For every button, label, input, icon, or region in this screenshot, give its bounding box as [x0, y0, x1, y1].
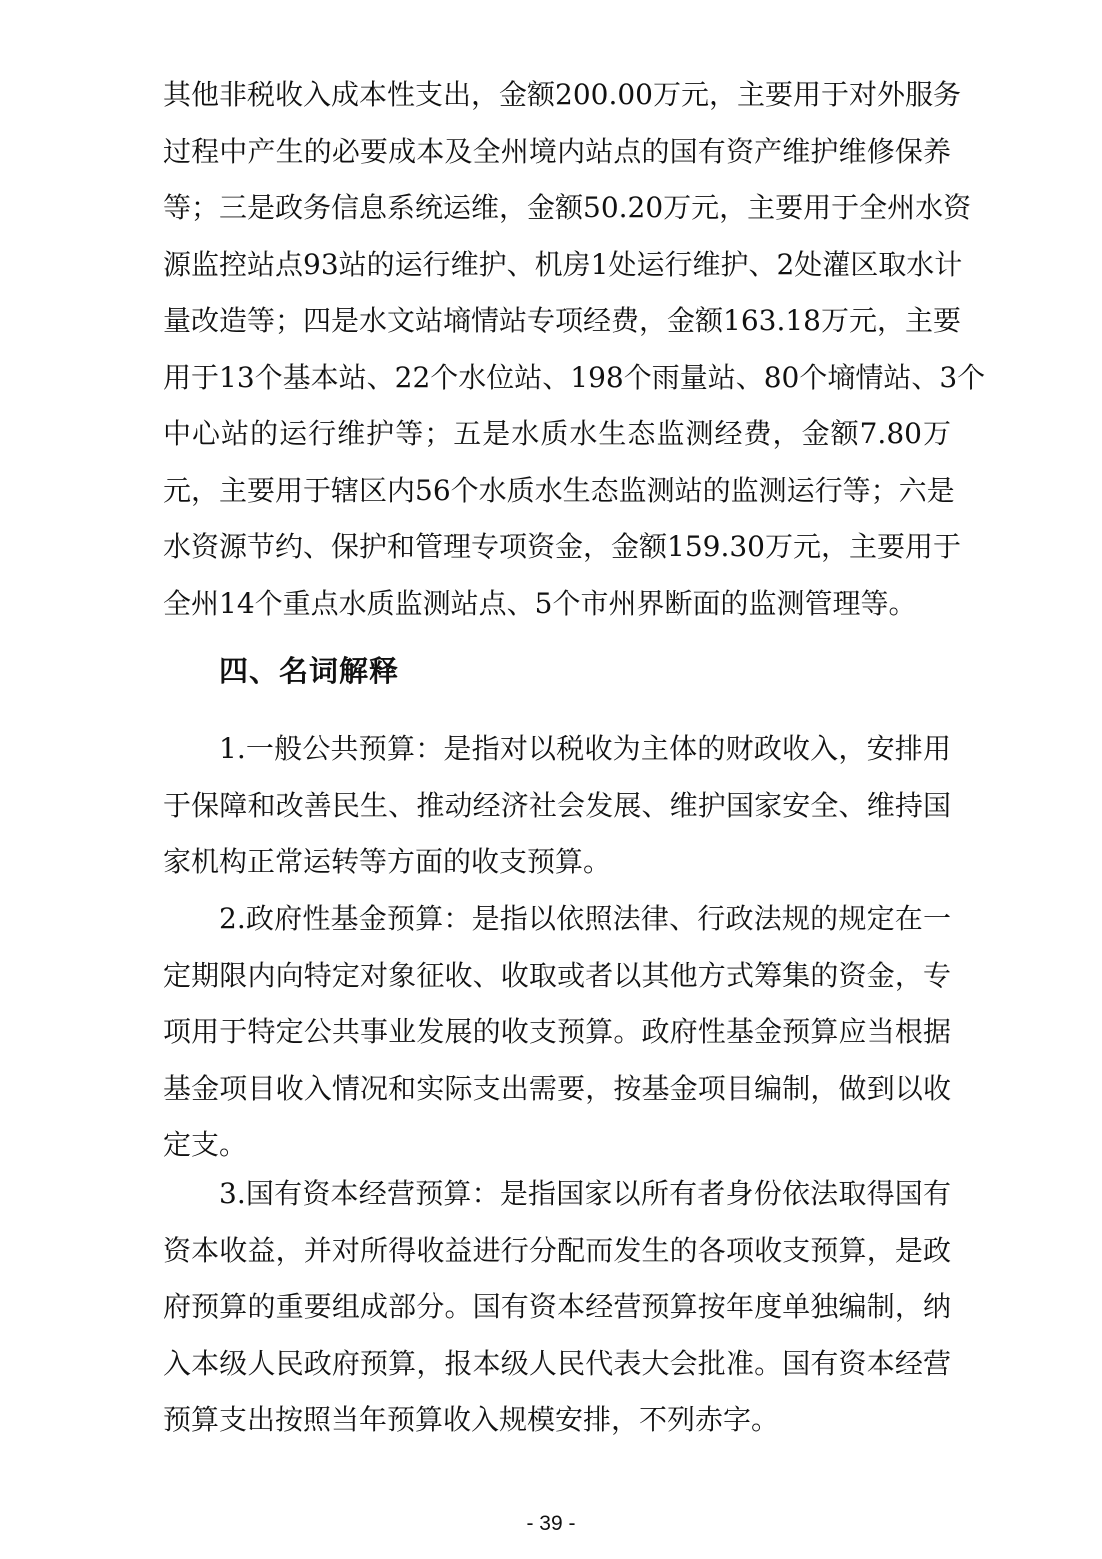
section-heading: 四、名词解释 — [219, 654, 400, 688]
definition-line: 于保障和改善民生、推动经济社会发展、维护国家安全、维持国 — [163, 788, 951, 822]
definition-line: 预算支出按照当年预算收入规模安排，不列赤字。 — [163, 1403, 780, 1436]
paragraph-line: 量改造等；四是水文站墒情站专项经费，金额163.18万元，主要 — [163, 304, 961, 337]
definition-line: 定支。 — [163, 1128, 248, 1161]
definition-line: 3.国有资本经营预算：是指国家以所有者身份依法取得国有 — [219, 1177, 951, 1210]
paragraph-line: 中心站的运行维护等；五是水质水生态监测经费，金额7.80万 — [163, 417, 951, 450]
definition-government-fund-budget — [163, 891, 951, 1174]
definition-line: 入本级人民政府预算，报本级人民代表大会批准。国有资本经营 — [163, 1346, 951, 1380]
paragraph-line: 等；三是政务信息系统运维，金额50.20万元，主要用于全州水资 — [163, 191, 972, 224]
paragraph-line: 水资源节约、保护和管理专项资金，金额159.30万元，主要用于 — [163, 530, 961, 563]
paragraph-line: 用于13个基本站、22个水位站、198个雨量站、80个墒情站、3个 — [163, 360, 986, 394]
definition-line: 府预算的重要组成部分。国有资本经营预算按年度单独编制，纳 — [163, 1290, 951, 1323]
definition-line: 2.政府性基金预算：是指以依照法律、行政法规的规定在一 — [219, 902, 951, 935]
paragraph-line: 其他非税收入成本性支出，金额200.00万元，主要用于对外服务 — [163, 78, 961, 111]
paragraph-line: 元，主要用于辖区内56个水质水生态监测站的监测运行等；六是 — [163, 473, 955, 507]
paragraph-budget-items — [163, 67, 986, 632]
definition-general-public-budget — [163, 721, 951, 891]
definition-line: 定期限内向特定对象征收、收取或者以其他方式筹集的资金，专 — [163, 958, 951, 992]
paragraph-line: 全州14个重点水质监测站点、5个市州界断面的监测管理等。 — [163, 586, 917, 620]
definition-state-capital-budget — [163, 1166, 951, 1449]
definition-line: 资本收益，并对所得收益进行分配而发生的各项收支预算，是政 — [163, 1233, 951, 1267]
definition-line: 基金项目收入情况和实际支出需要，按基金项目编制，做到以收 — [163, 1071, 951, 1105]
definition-line: 家机构正常运转等方面的收支预算。 — [163, 845, 612, 878]
page-number: - 39 - — [526, 1512, 576, 1535]
definition-line: 项用于特定公共事业发展的收支预算。政府性基金预算应当根据 — [163, 1015, 951, 1048]
paragraph-line: 源监控站点93站的运行维护、机房1处运行维护、2处灌区取水计 — [163, 247, 963, 281]
definition-line: 1.一般公共预算：是指对以税收为主体的财政收入，安排用 — [219, 732, 951, 765]
paragraph-line: 过程中产生的必要成本及全州境内站点的国有资产维护维修保养 — [163, 134, 951, 168]
